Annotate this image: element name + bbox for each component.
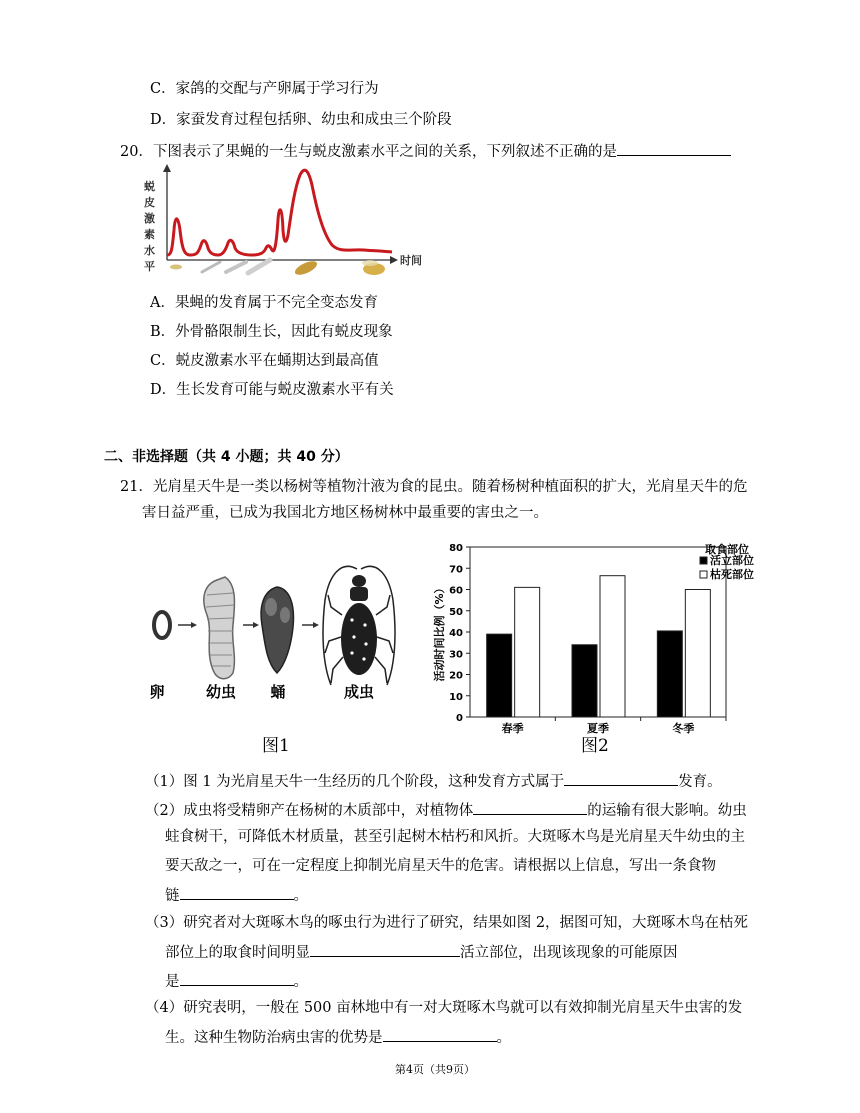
page-footer: 第4页（共9页） bbox=[395, 1063, 475, 1076]
beetle-lifecycle-figure bbox=[145, 545, 415, 760]
ylabel-char: 蜕 bbox=[144, 180, 155, 193]
larva-icon bbox=[204, 577, 235, 679]
legend-label: 枯死部位 bbox=[710, 568, 754, 581]
sub2-text: （2）成虫将受精卵产在杨树的木质部中，对植物体 bbox=[145, 803, 474, 819]
y-tick-label: 40 bbox=[449, 628, 463, 639]
y-tick-label: 60 bbox=[449, 585, 463, 597]
sub1-blank[interactable] bbox=[564, 770, 678, 786]
arrow-head-icon bbox=[253, 622, 259, 628]
x-category-label: 冬季 bbox=[672, 722, 695, 735]
hormone-curve-figure bbox=[140, 160, 440, 285]
sub3-line3-end: 。 bbox=[293, 974, 308, 990]
q21-sub2-line3: 要天敌之一，可在一定程度上抑制光肩星天牛的危害。请根据以上信息，写出一条食物 bbox=[165, 858, 716, 874]
ylabel-char: 水 bbox=[144, 244, 155, 257]
sub2-blank-foodchain[interactable] bbox=[180, 884, 294, 900]
ylabel-char: 素 bbox=[144, 228, 155, 241]
sub2-line4-start: 链 bbox=[165, 888, 180, 904]
pupa-icon bbox=[261, 587, 293, 673]
legend-swatch bbox=[700, 571, 707, 578]
arrow-head-icon bbox=[191, 622, 197, 628]
q20-answer-blank bbox=[617, 140, 731, 156]
larva-icon bbox=[248, 260, 270, 273]
sub4-blank-advantage[interactable] bbox=[383, 1026, 497, 1042]
ylabel-char: 皮 bbox=[144, 196, 155, 209]
sub1-text: （1）图 1 为光肩星天牛一生经历的几个阶段，这种发育方式属于 bbox=[145, 774, 565, 790]
q21-sub4-line1: （4）研究表明，一般在 500 亩林地中有一对大斑啄木鸟就可以有效抑制光肩星天牛虫害的发 bbox=[145, 1000, 743, 1016]
sub3-blank-reason[interactable] bbox=[180, 970, 294, 986]
figure1-caption: 图1 bbox=[262, 736, 290, 756]
y-tick-label: 10 bbox=[449, 691, 463, 703]
pupa-icon bbox=[293, 258, 319, 277]
egg-icon bbox=[154, 612, 170, 638]
stage-label-pupa: 蛹 bbox=[270, 683, 286, 701]
q20-option-d: D．生长发育可能与蜕皮激素水平有关 bbox=[150, 382, 394, 398]
bar-dead bbox=[685, 590, 710, 718]
bar-dead bbox=[515, 587, 540, 717]
foraging-bar-chart bbox=[430, 538, 760, 738]
q20-option-c: C．蜕皮激素水平在蛹期达到最高值 bbox=[150, 353, 379, 369]
q21-stem-line2: 害日益严重，已成为我国北方地区杨树林中最重要的害虫之一。 bbox=[142, 505, 548, 521]
larva-icon bbox=[226, 262, 246, 272]
stage-label-larva: 幼虫 bbox=[205, 683, 237, 701]
sub2-text-end: 的运输有很大影响。幼虫 bbox=[587, 803, 747, 819]
bar-living bbox=[572, 645, 597, 717]
q21-sub3-line2 bbox=[165, 941, 678, 963]
arrow-head-icon bbox=[313, 622, 319, 628]
y-tick-label: 50 bbox=[449, 606, 463, 618]
q21-sub1 bbox=[145, 770, 722, 792]
q21-sub2-line4 bbox=[165, 884, 308, 906]
q21-stem-line1: 21．光肩星天牛是一类以杨树等植物汁液为食的昆虫。随着杨树种植面积的扩大，光肩星天牛的危 bbox=[120, 479, 748, 495]
stage-label-egg: 卵 bbox=[149, 683, 165, 701]
bar-dead bbox=[600, 576, 625, 717]
sub4-line2-start: 生。这种生物防治病虫害的优势是 bbox=[165, 1030, 383, 1046]
y-axis-arrow-icon bbox=[163, 164, 171, 172]
sub3-line2-end: 活立部位，出现该现象的可能原因 bbox=[460, 945, 678, 961]
q20-stem bbox=[120, 140, 731, 162]
y-axis-label: 活动时间比例（%） bbox=[433, 582, 446, 682]
hormone-ylabel bbox=[143, 179, 155, 273]
sub4-line2-end: 。 bbox=[496, 1030, 511, 1046]
y-tick-label: 0 bbox=[456, 713, 463, 724]
sub3-blank-compare[interactable] bbox=[310, 941, 460, 957]
q19-option-c: C．家鸽的交配与产卵属于学习行为 bbox=[150, 81, 379, 97]
q21-sub3-line3 bbox=[165, 970, 308, 992]
q20-stem-text: 20．下图表示了果蝇的一生与蜕皮激素水平之间的关系，下列叙述不正确的是 bbox=[120, 144, 617, 160]
bar-living bbox=[657, 631, 682, 717]
section-title: 二、非选择题（共 4 小题；共 40 分） bbox=[104, 449, 349, 465]
q21-sub2-line2: 蛀食树干，可降低木材质量，甚至引起树木枯朽和风折。大斑啄木鸟是光肩星天牛幼虫的主 bbox=[165, 829, 745, 845]
q20-option-b: B．外骨骼限制生长，因此有蜕皮现象 bbox=[150, 324, 393, 340]
sub2-line4-end: 。 bbox=[293, 888, 308, 904]
x-category-label: 夏季 bbox=[587, 722, 609, 735]
sub1-text-end: 发育。 bbox=[678, 774, 722, 790]
q21-sub4-line2 bbox=[165, 1026, 511, 1048]
larva-icon bbox=[202, 262, 220, 272]
fly-stage-icons bbox=[170, 258, 385, 277]
figure2-caption: 图2 bbox=[581, 736, 609, 756]
sub3-line3-start: 是 bbox=[165, 974, 180, 990]
hormone-curve bbox=[167, 170, 392, 255]
adult-beetle-icon bbox=[323, 566, 395, 685]
pupa-detail-icon bbox=[280, 607, 290, 623]
sub2-blank-transport[interactable] bbox=[473, 799, 587, 815]
ylabel-char: 激 bbox=[144, 212, 155, 225]
q19-option-d: D．家蚕发育过程包括卵、幼虫和成虫三个阶段 bbox=[150, 112, 452, 128]
hormone-xlabel: 时间 bbox=[400, 254, 422, 267]
y-tick-label: 80 bbox=[449, 543, 463, 554]
y-tick-label: 70 bbox=[449, 564, 463, 576]
sub3-line2-start: 部位上的取食时间明显 bbox=[165, 945, 310, 961]
x-axis-arrow-icon bbox=[390, 256, 398, 264]
legend-label: 活立部位 bbox=[710, 554, 754, 567]
q20-option-a: A．果蝇的发育属于不完全变态发育 bbox=[150, 295, 378, 311]
stage-label-adult: 成虫 bbox=[343, 683, 375, 701]
q21-sub3-line1: （3）研究者对大斑啄木鸟的啄虫行为进行了研究，结果如图 2，据图可知，大斑啄木鸟在枯死 bbox=[145, 915, 749, 931]
q21-sub2-line1 bbox=[145, 799, 747, 821]
egg-icon bbox=[170, 265, 182, 270]
legend-title: 取食部位 bbox=[705, 543, 749, 556]
bar-living bbox=[487, 634, 512, 717]
y-tick-label: 30 bbox=[449, 649, 463, 661]
pupa-detail-icon bbox=[265, 598, 277, 616]
fruit-fly-wing-icon bbox=[362, 260, 378, 266]
ylabel-char: 平 bbox=[144, 260, 155, 273]
legend-swatch bbox=[700, 557, 707, 564]
x-category-label: 春季 bbox=[501, 722, 524, 735]
y-tick-label: 20 bbox=[449, 670, 463, 682]
